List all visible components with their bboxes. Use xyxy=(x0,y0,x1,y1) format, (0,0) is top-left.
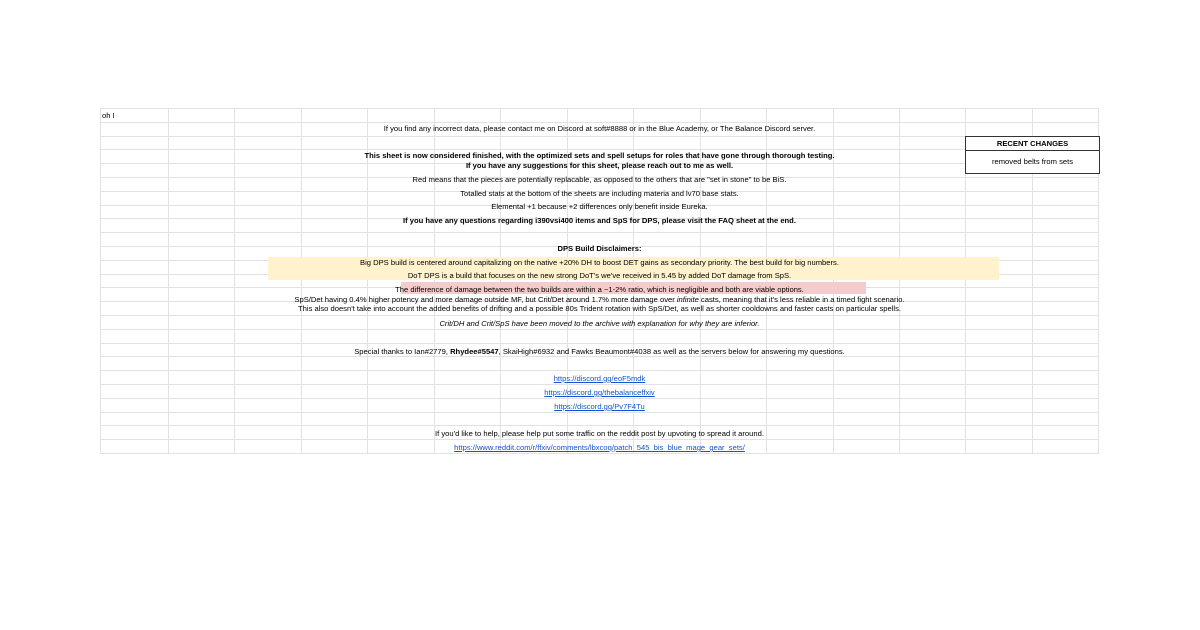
difference-line-2-part-a: SpS/Det having 0.4% higher potency and more damage outside MF, but Crit/Det around 1.7% more damage over xyxy=(294,295,677,304)
grid-row-line xyxy=(100,398,1099,399)
difference-line-2-infinite: infinite xyxy=(676,295,699,304)
thanks-rhydee: Rhydee#5547 xyxy=(450,347,499,356)
discord-link-1-cell xyxy=(200,374,999,384)
disclaimers-title: DPS Build Disclaimers: xyxy=(557,244,642,253)
faq-questions-line: If you have any questions regarding i390vsi400 items and SpS for DPS, please visit the FAQ sheet at the end. xyxy=(403,216,796,225)
discord-link-1[interactable]: https://discord.gg/eoF5mdk xyxy=(553,374,646,383)
grid-row-line xyxy=(100,329,1099,330)
finished-notice-line-2: If you have any suggestions for this sheet, please reach out to me as well. xyxy=(465,161,734,170)
thanks-part-c: , SkaiHigh#6932 and Fawks Beaumont#4038 as well as the servers below for answering my questions. xyxy=(498,347,845,356)
discord-link-3[interactable]: https://discord.gg/Pv7F4Tu xyxy=(554,402,645,411)
grid-column-line xyxy=(168,108,169,453)
difference-line-1: The difference of damage between the two builds are within a ~1-2% ratio, which is negligible and both are viable options. xyxy=(395,285,804,294)
finished-notice-line-1: This sheet is now considered finished, with the optimized sets and spell setups for roles that have gone through thorough testing. xyxy=(364,151,835,160)
grid-row-line xyxy=(100,384,1099,385)
discord-link-2-cell xyxy=(200,388,999,398)
grid-row-line xyxy=(100,315,1099,316)
elemental-line: Elemental +1 because +2 differences only benefit inside Eureka. xyxy=(491,202,708,211)
discord-link-3-cell xyxy=(200,402,999,412)
grid-column-line xyxy=(100,108,101,453)
discord-link-2[interactable]: https://discord.gg/thebalanceffxiv xyxy=(544,388,655,397)
spreadsheet-grid xyxy=(100,108,1099,455)
grid-row-line xyxy=(100,122,1099,123)
grid-row-line xyxy=(100,149,1099,150)
big-dps-line: Big DPS build is centered around capitalizing on the native +20% DH to boost DET gains as secondary priority. The best build for big numbers. xyxy=(360,258,839,267)
grid-row-line xyxy=(100,108,1099,109)
grid-row-line xyxy=(100,136,1099,137)
difference-line-3: This also doesn't take into account the added benefits of drifting and a possible 80s Trident rotation with SpS/Det, as well as shorter cooldowns and faster casts on particular spells. xyxy=(298,304,901,313)
recent-changes-item: removed belts from sets xyxy=(991,157,1074,166)
red-note-line: Red means that the pieces are potentially replacable, as opposed to the others that are "set in stone" to be BiS. xyxy=(412,175,787,184)
thanks-part-a: Special thanks to Ian#2779, xyxy=(354,347,451,356)
dot-dps-line: DoT DPS is a build that focuses on the new strong DoT's we've received in 5.45 by added DoT damage from SpS. xyxy=(407,271,792,280)
help-line: If you'd like to help, please help put some traffic on the reddit post by upvoting to spread it around. xyxy=(435,429,764,438)
grid-row-line xyxy=(100,343,1099,344)
grid-row-line xyxy=(100,439,1099,440)
special-thanks-line xyxy=(200,347,999,357)
grid-row-line xyxy=(100,232,1099,233)
grid-row-line xyxy=(100,425,1099,426)
reddit-link[interactable]: https://www.reddit.com/r/ffxiv/comments/lbxcoq/patch_545_bis_blue_mage_gear_sets/ xyxy=(454,443,745,452)
recent-changes-title: RECENT CHANGES xyxy=(966,137,1099,151)
grid-row-line xyxy=(100,370,1099,371)
difference-line-2-part-c: casts, meaning that it's less reliable in a timed fight scenario. xyxy=(698,295,905,304)
grid-row-line xyxy=(100,453,1099,454)
archive-note-line: Crit/DH and Crit/SpS have been moved to the archive with explanation for why they are inferior. xyxy=(439,319,760,328)
contact-line: If you find any incorrect data, please contact me on Discord at soft#8888 or in the Blue Academy, or The Balance Discord server. xyxy=(383,124,816,133)
corner-cell-text: oh I xyxy=(102,111,115,120)
grid-row-line xyxy=(100,412,1099,413)
reddit-link-cell xyxy=(200,443,999,453)
recent-changes-box xyxy=(965,136,1100,174)
totalled-stats-line: Totalled stats at the bottom of the sheets are including materia and lv70 base stats. xyxy=(460,189,739,198)
